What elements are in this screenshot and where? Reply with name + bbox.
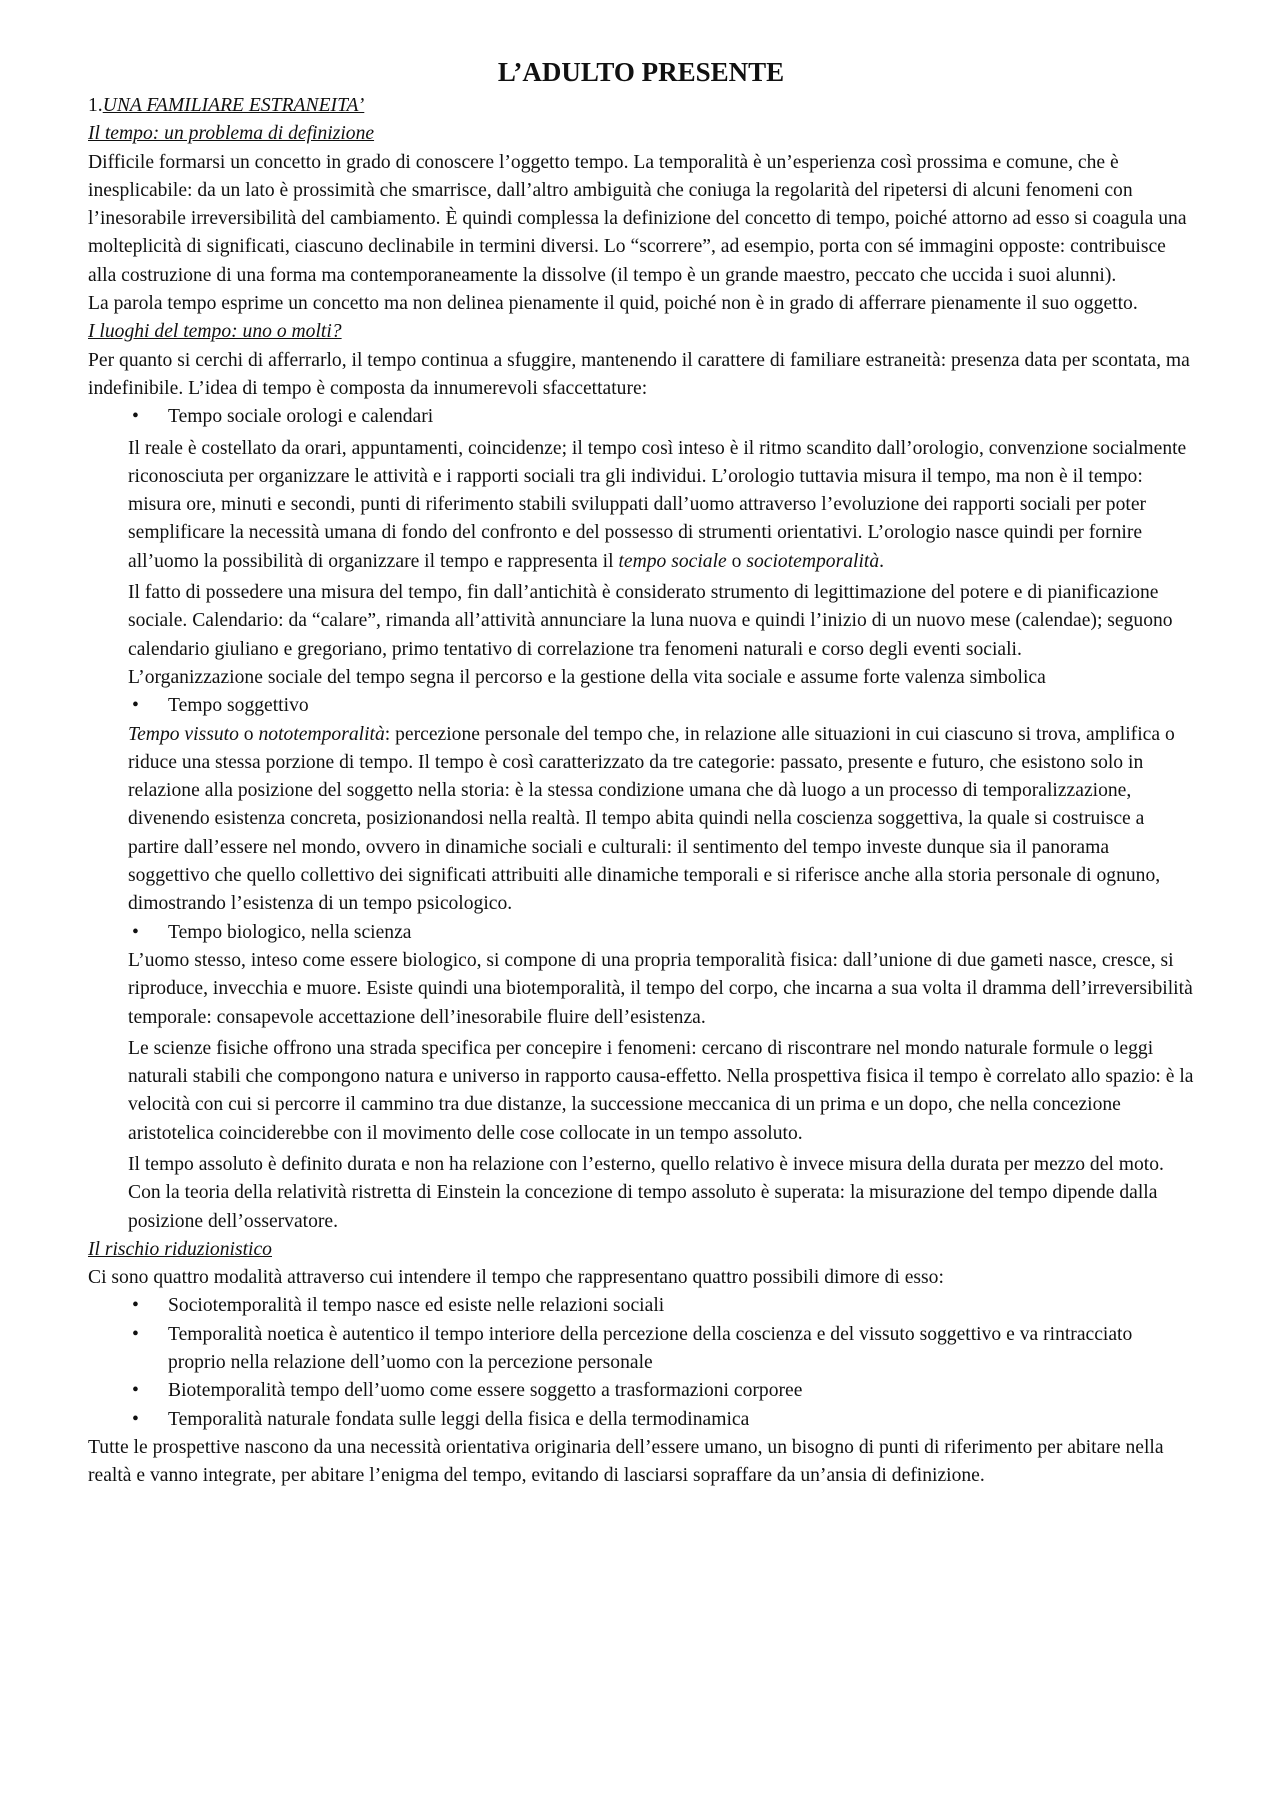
bullet-list-social — [88, 403, 1194, 431]
section-heading-reductionism: Il rischio riduzionistico — [88, 1238, 272, 1260]
chapter-number: 1. — [88, 95, 103, 116]
paragraph-biological-3: Il tempo assoluto è definito durata e non ha relazione con l’esterno, quello relativo è invece misura della durata per mezzo del moto. Con la teoria della relatività ristretta di Einstein la concezione di tempo assoluto è superata: la misurazione del tempo dipende dalla posizione dell’osservatore. — [128, 1153, 1164, 1232]
document-title: L’ADULTO PRESENTE — [497, 57, 785, 87]
paragraph-definition-1: Difficile formarsi un concetto in grado di conoscere l’oggetto tempo. La temporalità è un’esperienza così prossima e comune, che è inesplicabile: da un lato è prossimità che smarrisce, dall’altro ambiguità che coniuga la regolarità del ripetersi di alcuni fenomeni con l’inesorabile irreversibilità del cambiamento. È quindi complessa la definizione del concetto di tempo, poiché attorno ad esso si coagula una molteplicità di significati, ciascuno declinabile in termini diversi. Lo “scorrere”, ad esempio, porta con sé immagini opposte: contribuisce alla costruzione di una forma ma contemporaneamente la dissolve (il tempo è un grande maestro, peccato che uccida i suoi alunni). — [88, 151, 1187, 286]
list-item: • Biotemporalità tempo dell’uomo come essere soggetto a trasformazioni corporee — [88, 1377, 1194, 1405]
paragraph-biological-1: L’uomo stesso, inteso come essere biologico, si compone di una propria temporalità fisica: dall’unione di due gameti nasce, cresce, si riproduce, invecchia e muore. Esiste quindi una biotemporalità, il tempo del corpo, che incarna a sua volta il dramma dell’irreversibilità temporale: consapevole accettazione dell’inesorabile fluire dell’esistenza. — [128, 949, 1193, 1028]
paragraph-definition-2: La parola tempo esprime un concetto ma non delinea pienamente il quid, poiché non è in grado di afferrare pienamente il suo oggetto. — [88, 293, 1138, 315]
paragraph-subjective: Tempo vissuto o nototemporalità: percezione personale del tempo che, in relazione alle situazioni in cui ciascuno si trova, amplifica o riduce una stessa porzione di tempo. Il tempo è così caratterizzato da tre categorie: passato, presente e futuro, che esistono solo in relazione alla posizione del soggetto nella storia: è la stessa condizione umana che dà luogo a un processo di temporalizzazione, divenendo esistenza concreta, posizionandosi nella realtà. Il tempo abita quindi nella coscienza soggettiva, la quale si costruisce a partire dall’essere nel mondo, ovvero in dinamiche sociali e culturali: il sentimento del tempo investe dunque sia il panorama soggettivo che quello collettivo dei significati attribuiti alle dinamiche temporali e si riferisce anche alla storia personale di ognuno, dimostrando l’esistenza di un tempo psicologico. — [128, 723, 1175, 915]
list-item: • Temporalità noetica è autentico il tempo interiore della percezione della coscienza e del vissuto soggettivo e va rintracciato proprio nella relazione dell’uomo con la percezione personale — [88, 1321, 1194, 1378]
paragraph-social-1: Il reale è costellato da orari, appuntamenti, coincidenze; il tempo così inteso è il ritmo scandito dall’orologio, convenzione socialmente riconosciuta per organizzare le attività e i rapporti sociali tra gli individui. L’orologio tuttavia misura il tempo, ma non è il tempo: misura ore, minuti e secondi, punti di riferimento stabili sviluppati dall’uomo attraverso l’evoluzione dei rapporti sociali per poter semplificare la necessità umana di fondo del confronto e del possesso di strumenti orientativi. L’orologio nasce quindi per fornire all’uomo la possibilità di organizzare il tempo e rappresenta il tempo sociale o sociotemporalità. — [128, 437, 1187, 572]
list-item: • Sociotemporalità il tempo nasce ed esiste nelle relazioni sociali — [88, 1292, 1194, 1320]
section-heading-places: I luoghi del tempo: uno o molti? — [88, 321, 342, 343]
bullet-list-biological — [88, 919, 1194, 947]
chapter-heading — [88, 92, 1194, 120]
paragraph-biological-2: Le scienze fisiche offrono una strada specifica per concepire i fenomeni: cercano di riscontrare nel mondo naturale formule o leggi naturali stabili che compongono natura e universo in rapporto causa-effetto. Nella prospettiva fisica il tempo è correlato allo spazio: è la velocità con cui si percorre il cammino tra due distanze, la successione meccanica di un prima e un dopo, che nella concezione aristotelica coinciderebbe con il movimento delle cose collocate in un tempo assoluto. — [128, 1037, 1194, 1144]
paragraph-places-intro: Per quanto si cerchi di afferrarlo, il tempo continua a sfuggire, mantenendo il carattere di familiare estraneità: presenza data per scontata, ma indefinibile. L’idea di tempo è composta da innumerevoli sfaccettature: — [88, 349, 1190, 399]
paragraph-social-3: L’organizzazione sociale del tempo segna il percorso e la gestione della vita sociale e assume forte valenza simbolica — [128, 666, 1046, 688]
bullet-list-subjective — [88, 692, 1194, 720]
paragraph-social-2: Il fatto di possedere una misura del tempo, fin dall’antichità è considerato strumento di legittimazione del potere e di pianificazione sociale. Calendario: da “calare”, rimanda all’attività annunciare la luna nuova e quindi l’inizio di un nuovo mese (calendae); seguono calendario giuliano e gregoriano, primo tentativo di correlazione tra fenomeni naturali e corso degli eventi sociali. — [128, 582, 1173, 660]
bullet-list-dwellings — [88, 1292, 1194, 1433]
paragraph-reductionism-intro: Ci sono quattro modalità attraverso cui intendere il tempo che rappresentano quattro possibili dimore di esso: — [88, 1267, 944, 1289]
chapter-title: UNA FAMILIARE ESTRANEITA’ — [102, 95, 365, 116]
section-heading-definition: Il tempo: un problema di definizione — [88, 123, 375, 145]
paragraph-conclusion: Tutte le prospettive nascono da una necessità orientativa originaria dell’essere umano, un bisogno di punti di riferimento per abitare nella realtà e vanno integrate, per abitare l’enigma del tempo, evitando di lasciarsi sopraffare da un’ansia di definizione. — [88, 1436, 1164, 1487]
bullet-social-time: • Tempo sociale orologi e calendari — [88, 403, 1194, 431]
bullet-subjective-time: • Tempo soggettivo — [88, 692, 1194, 720]
bullet-biological-time: • Tempo biologico, nella scienza — [88, 919, 1194, 947]
list-item: • Temporalità naturale fondata sulle leggi della fisica e della termodinamica — [88, 1406, 1194, 1434]
